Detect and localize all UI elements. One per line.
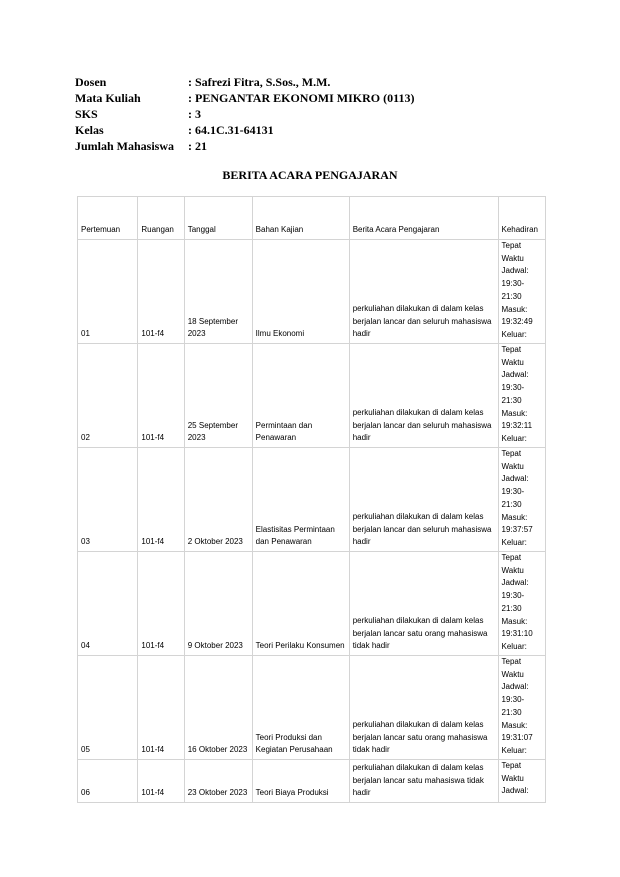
table-header-row [78, 197, 546, 240]
cell-kehadiran [498, 552, 546, 656]
cell-ruangan: 101-f4 [138, 344, 184, 448]
cell-kehadiran [498, 448, 546, 552]
column-header-tanggal: Tanggal [184, 197, 252, 240]
cell-berita-acara: perkuliahan dilakukan di dalam kelas berjalan lancar dan seluruh mahasiswa hadir [349, 344, 498, 448]
header-value: : 64.1C.31-64131 [188, 123, 274, 137]
table-row [78, 552, 546, 656]
cell-ruangan: 101-f4 [138, 552, 184, 656]
header-label: Kelas [75, 123, 104, 137]
table-row [78, 656, 546, 760]
header-row-mata-kuliah [75, 90, 414, 106]
cell-ruangan: 101-f4 [138, 240, 184, 344]
column-header-kehadiran: Kehadiran [498, 197, 546, 240]
header-row-sks [75, 106, 414, 122]
kehadiran-text: Tepat Waktu Jadwal: 19:30-21:30 Masuk: 19:31:07 Keluar: [501, 657, 533, 755]
cell-pertemuan: 05 [78, 656, 138, 760]
cell-ruangan: 101-f4 [138, 448, 184, 552]
header-row-dosen [75, 74, 414, 90]
kehadiran-text: Tepat Waktu Jadwal: 19:30-21:30 Masuk: 19:31:10 Keluar: [501, 553, 533, 651]
cell-pertemuan: 03 [78, 448, 138, 552]
header-value: : Safrezi Fitra, S.Sos., M.M. [188, 75, 331, 89]
cell-tanggal: 2 Oktober 2023 [184, 448, 252, 552]
header-value: : PENGANTAR EKONOMI MIKRO (0113) [188, 91, 415, 105]
cell-tanggal: 16 Oktober 2023 [184, 656, 252, 760]
table-row [78, 344, 546, 448]
attendance-table [77, 196, 546, 803]
kehadiran-text: Tepat Waktu Jadwal: 19:30-21:30 Masuk: 19:32:11 Keluar: [501, 345, 533, 443]
table-row [78, 240, 546, 344]
kehadiran-text: Tepat Waktu Jadwal: 19:30-21:30 Masuk: 19:37:57 Keluar: [501, 449, 533, 547]
cell-bahan-kajian: Permintaan dan Penawaran [252, 344, 349, 448]
table-row [78, 448, 546, 552]
cell-pertemuan: 04 [78, 552, 138, 656]
header-row-jumlah-mahasiswa [75, 138, 414, 154]
cell-tanggal: 25 September 2023 [184, 344, 252, 448]
header-row-kelas [75, 122, 414, 138]
cell-berita-acara: perkuliahan dilakukan di dalam kelas berjalan lancar satu orang mahasiswa tidak hadir [349, 656, 498, 760]
cell-ruangan: 101-f4 [138, 656, 184, 760]
header-label: SKS [75, 107, 98, 121]
cell-bahan-kajian: Teori Perilaku Konsumen [252, 552, 349, 656]
header-value: : 21 [188, 139, 207, 153]
cell-kehadiran [498, 656, 546, 760]
cell-tanggal: 9 Oktober 2023 [184, 552, 252, 656]
cell-berita-acara: perkuliahan dilakukan di dalam kelas berjalan lancar dan seluruh mahasiswa hadir [349, 448, 498, 552]
cell-bahan-kajian: Teori Biaya Produksi [252, 760, 349, 803]
cell-berita-acara: perkuliahan dilakukan di dalam kelas berjalan lancar satu orang mahasiswa tidak hadir [349, 552, 498, 656]
header-value: : 3 [188, 107, 201, 121]
kehadiran-text: Tepat Waktu Jadwal: [501, 761, 529, 796]
cell-tanggal: 23 Oktober 2023 [184, 760, 252, 803]
cell-tanggal: 18 September 2023 [184, 240, 252, 344]
cell-bahan-kajian: Teori Produksi dan Kegiatan Perusahaan [252, 656, 349, 760]
table-row [78, 760, 546, 803]
cell-pertemuan: 02 [78, 344, 138, 448]
cell-pertemuan: 01 [78, 240, 138, 344]
column-header-bahan-kajian: Bahan Kajian [252, 197, 349, 240]
cell-ruangan: 101-f4 [138, 760, 184, 803]
header-label: Dosen [75, 75, 107, 89]
cell-bahan-kajian: Elastisitas Permintaan dan Penawaran [252, 448, 349, 552]
kehadiran-text: Tepat Waktu Jadwal: 19:30-21:30 Masuk: 19:32:49 Keluar: [501, 241, 533, 339]
column-header-berita-acara: Berita Acara Pengajaran [349, 197, 498, 240]
cell-bahan-kajian: Ilmu Ekonomi [252, 240, 349, 344]
cell-kehadiran [498, 240, 546, 344]
header-label: Jumlah Mahasiswa [75, 139, 175, 153]
document-title: BERITA ACARA PENGAJARAN [222, 168, 398, 182]
header-label: Mata Kuliah [75, 91, 141, 105]
cell-pertemuan: 06 [78, 760, 138, 803]
column-header-pertemuan: Pertemuan [78, 197, 138, 240]
cell-berita-acara: perkuliahan dilakukan di dalam kelas berjalan lancar dan seluruh mahasiswa hadir [349, 240, 498, 344]
document-header [75, 74, 414, 154]
column-header-ruangan: Ruangan [138, 197, 184, 240]
cell-berita-acara: perkuliahan dilakukan di dalam kelas berjalan lancar satu mahasiswa tidak hadir [349, 760, 498, 803]
cell-kehadiran [498, 760, 546, 803]
cell-kehadiran [498, 344, 546, 448]
